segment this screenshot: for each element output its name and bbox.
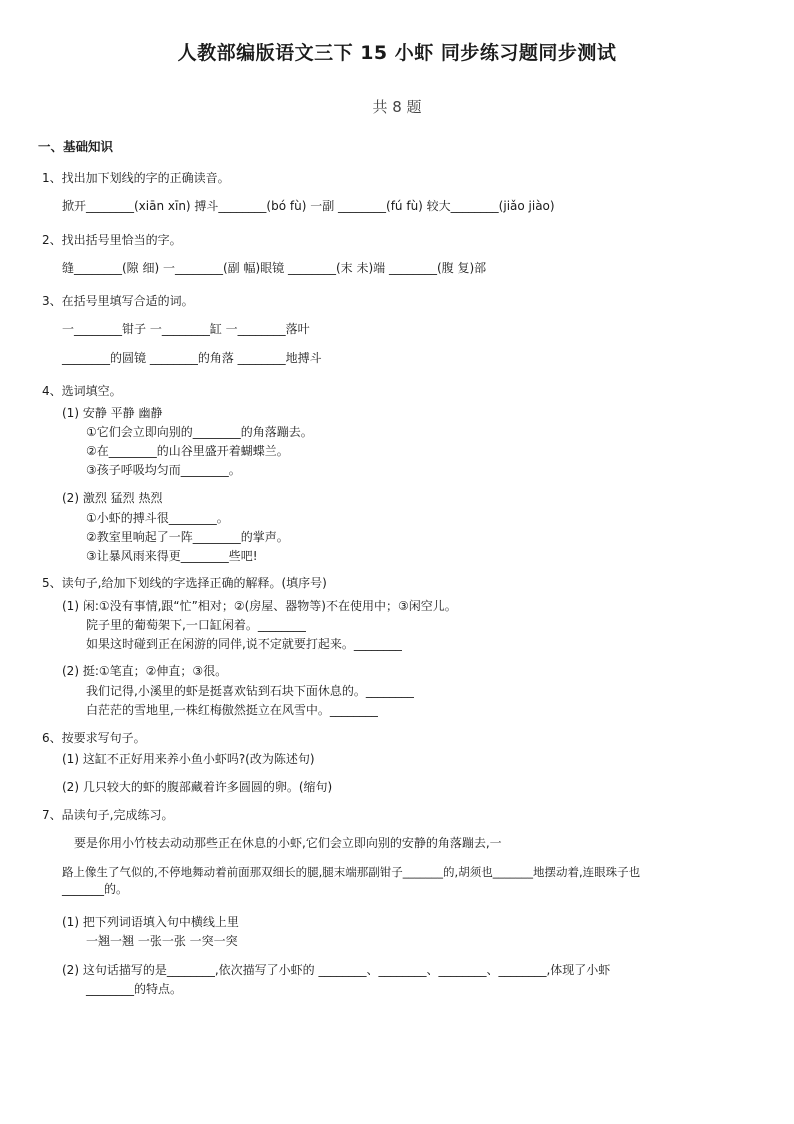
question-7-passage-2: 路上像生了气似的,不停地舞动着前面那双细长的腿,腿末端那副钳子_______的,胡须也_______地摆动着,连眼珠子也 [62,865,641,879]
question-5-part-1-a: 院子里的葡萄架下,一口缸闲着。________ [86,618,306,632]
question-4-part-1: (1) 安静 平静 幽静 [62,406,163,420]
question-2-stem: 2、找出括号里恰当的字。 [42,233,182,247]
question-5-stem: 5、读句子,给加下划线的字选择正确的解释。(填序号) [42,576,327,590]
question-1-stem: 1、找出加下划线的字的正确读音。 [42,171,230,185]
question-3-line-1: 一________钳子 一________缸 一________落叶 [62,322,310,336]
question-5-part-1-b: 如果这时碰到正在闲游的同伴,说不定就要打起来。________ [86,637,402,651]
question-7-passage-1: 要是你用小竹枝去动动那些正在休息的小虾,它们会立即向别的安静的角落蹦去,一 [74,836,502,850]
page-title: 人教部编版语文三下 15 小虾 同步练习题同步测试 [177,42,617,64]
question-6-stem: 6、按要求写句子。 [42,731,146,745]
question-4-part-2-c: ③让暴风雨来得更________些吧! [86,549,258,563]
question-5-part-2: (2) 挺:①笔直；②伸直；③很。 [62,664,228,678]
question-6-part-1: (1) 这缸不正好用来养小鱼小虾吗?(改为陈述句) [62,752,315,766]
question-4-part-1-c: ③孩子呼吸均匀而________。 [86,463,241,477]
question-7-passage-3: _______的。 [62,882,129,896]
question-7-part-2: (2) 这句话描写的是________,依次描写了小虾的 ________、________、________、________,体现了小虾 [62,963,611,977]
question-2-line: 缝________(隙 细) 一________(副 幅)眼镜 ________(末 未)端 ________(腹 复)部 [62,261,487,275]
question-4-stem: 4、选词填空。 [42,384,122,398]
question-7-part-2-cont: ________的特点。 [86,982,183,996]
question-4-part-1-b: ②在________的山谷里盛开着蝴蝶兰。 [86,444,289,458]
question-6-part-2: (2) 几只较大的虾的腹部藏着许多圆圆的卵。(缩句) [62,780,333,794]
question-count: 共 8 题 [372,98,422,116]
question-7-part-1: (1) 把下列词语填入句中横线上里 [62,915,239,929]
question-5-part-2-a: 我们记得,小溪里的虾是挺喜欢钻到石块下面休息的。________ [86,684,414,698]
question-4-part-2-b: ②教室里响起了一阵________的掌声。 [86,530,289,544]
question-5-part-1: (1) 闲:①没有事情,跟“忙”相对；②(房屋、器物等)不在使用中；③闲空儿。 [62,599,457,613]
question-5-part-2-b: 白茫茫的雪地里,一株红梅傲然挺立在风雪中。________ [86,703,378,717]
question-4-part-1-a: ①它们会立即向别的________的角落蹦去。 [86,425,313,439]
question-7-part-1-words: 一翘一翘 一张一张 一突一突 [86,934,238,948]
question-3-line-2: ________的圆镜 ________的角落 ________地搏斗 [62,351,322,365]
question-4-part-2-a: ①小虾的搏斗很________。 [86,511,229,525]
section-heading: 一、基础知识 [38,139,114,154]
question-4-part-2: (2) 激烈 猛烈 热烈 [62,491,163,505]
question-7-stem: 7、品读句子,完成练习。 [42,808,174,822]
question-3-stem: 3、在括号里填写合适的词。 [42,294,194,308]
question-1-line: 掀开________(xiān xīn) 搏斗________(bó fù) 一副 ________(fú fù) 较大________(jiǎo jiào) [62,199,555,213]
